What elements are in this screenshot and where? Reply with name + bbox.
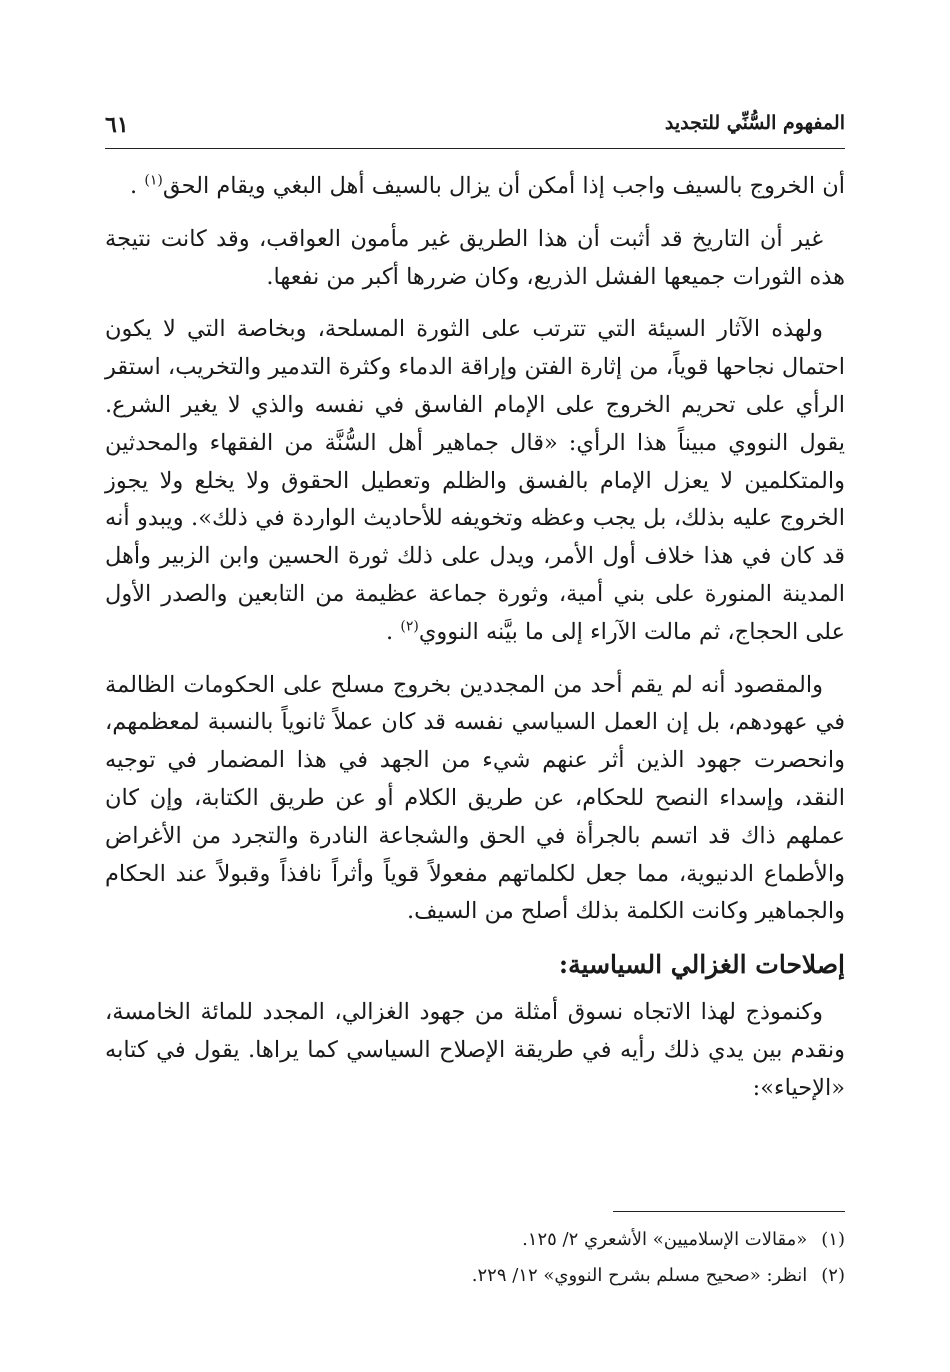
footnote-1-text: «مقالات الإسلاميين» الأشعري ٢/ ١٢٥.	[522, 1229, 808, 1250]
running-header	[105, 112, 845, 148]
footnote-2-text: انظر: «صحيح مسلم بشرح النووي» ١٢/ ٢٢٩.	[471, 1265, 808, 1286]
footnote-1-number: (١)	[821, 1229, 845, 1250]
footnote-ref-1: (١)	[144, 172, 163, 189]
paragraph-2: غير أن التاريخ قد أثبت أن هذا الطريق غير مأمون العواقب، وقد كانت نتيجة هذه الثورات جميعها الفشل الذريع، وكان ضررها أكبر من نفعها.	[105, 225, 845, 290]
paragraph-1	[105, 168, 845, 206]
paragraph-3	[105, 311, 845, 651]
paragraph-5: وكنموذج لهذا الاتجاه نسوق أمثلة من جهود الغزالي، المجدد للمائة الخامسة، ونقدم بين يدي ذلك رأيه في طريقة الإصلاح السياسي كما يراها. يقول في كتابه «الإحياء»:	[105, 998, 845, 1101]
footnote-ref-2: (٢)	[400, 618, 419, 635]
footnotes	[105, 1222, 845, 1294]
running-title: المفهوم السُّنِّي للتجديد	[664, 112, 845, 134]
footnote-separator	[613, 1211, 845, 1212]
section-heading: إصلاحات الغزالي السياسية:	[558, 950, 845, 980]
paragraph-3-text: ولهذه الآثار السيئة التي تترتب على الثورة المسلحة، وبخاصة التي لا يكون احتمال نجاحها قوياً، من إثارة الفتن وإراقة الدماء وكثرة التدمير والتخريب، استقر الرأي على تحريم الخروج على الإمام الفاسق في نفسه والذي لا يغير الشرع. يقول النووي مبيناً هذا الرأي: «قال جماهير أهل السُّنَّة من الفقهاء والمحدثين والمتكلمين لا يعزل الإمام بالفسق والظلم وتعطيل الحقوق ولا يخلع ولا يجوز الخروج عليه بذلك، بل يجب وعظه وتخويفه للأحاديث الواردة في ذلك». ويبدو أنه قد كان في هذا خلاف أول الأمر، ويدل على ذلك ثورة الحسين وابن الزبير وأهل المدينة المنورة على بني أمية، وثورة جماعة عظيمة من التابعين والصدر الأول على الحجاج، ثم مالت الآراء إلى ما بيَّنه النووي	[105, 316, 845, 645]
paragraph-3-tail: .	[386, 618, 401, 645]
page-number: ٦١	[105, 112, 129, 138]
footnote-2	[105, 1258, 845, 1294]
paragraph-1-tail: .	[130, 173, 145, 199]
header-rule	[105, 148, 845, 149]
footnote-2-number: (٢)	[821, 1265, 845, 1286]
footnote-1	[105, 1222, 845, 1258]
paragraph-1-text: أن الخروج بالسيف واجب إذا أمكن أن يزال بالسيف أهل البغي ويقام الحق	[162, 173, 845, 199]
paragraph-4: والمقصود أنه لم يقم أحد من المجددين بخروج مسلح على الحكومات الظالمة في عهودهم، بل إن العمل السياسي نفسه قد كان عملاً ثانوياً بالنسبة لمعظمهم، وانحصرت جهود الذين أثر عنهم شيء من الجهد في هذا المضمار في توجيه النقد، وإسداء النصح للحكام، عن طريق الكلام أو عن طريق الكتابة، وإن كان عملهم ذاك قد اتسم بالجرأة في الحق والشجاعة النادرة والتجرد من الأغراض والأطماع الدنيوية، مما جعل لكلماتهم مفعولاً قوياً وأثراً نافذاً وقبولاً عند الحكام والجماهير وكانت الكلمة بذلك أصلح من السيف.	[105, 671, 845, 925]
main-text	[105, 168, 845, 1122]
